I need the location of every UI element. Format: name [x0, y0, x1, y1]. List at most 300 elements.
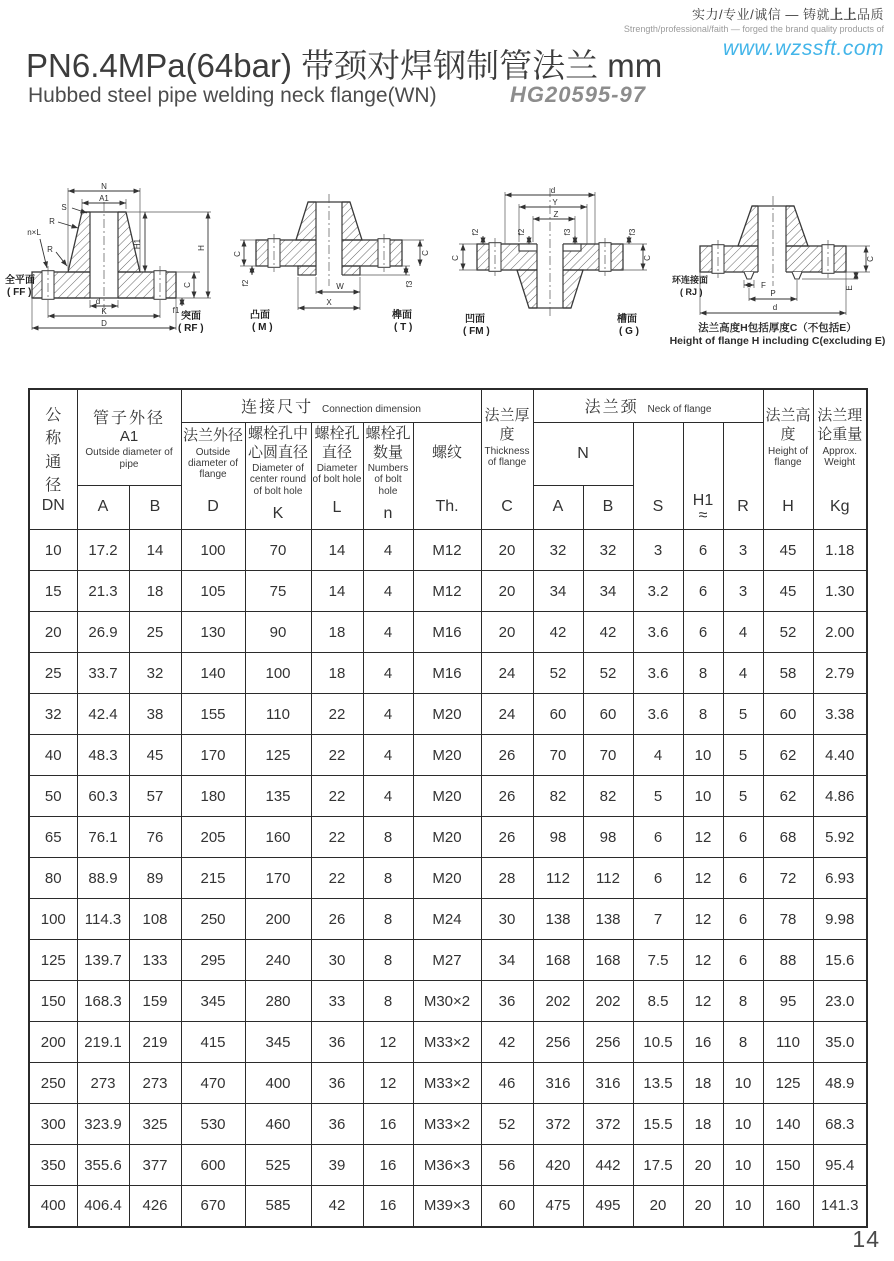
table-cell: 170: [181, 735, 245, 776]
table-cell: M39×3: [413, 1186, 481, 1227]
table-cell: 6: [683, 571, 723, 612]
table-cell: 300: [29, 1104, 77, 1145]
table-cell: 125: [29, 940, 77, 981]
table-cell: 22: [311, 735, 363, 776]
table-row: [29, 530, 867, 571]
table-cell: 26.9: [77, 612, 129, 653]
table-cell: 1.18: [813, 530, 867, 571]
dim-label-f2: f2: [241, 279, 251, 287]
table-cell: 112: [583, 858, 633, 899]
table-cell: 36: [481, 981, 533, 1022]
table-cell: 12: [683, 940, 723, 981]
table-cell: 108: [129, 899, 181, 940]
table-cell: 110: [763, 1022, 813, 1063]
table-cell: 406.4: [77, 1186, 129, 1227]
table-cell: 26: [481, 735, 533, 776]
drawing-rj: [670, 182, 885, 322]
table-cell: 273: [77, 1063, 129, 1104]
table-cell: 70: [583, 735, 633, 776]
table-cell: 3.6: [633, 653, 683, 694]
table-cell: 15: [29, 571, 77, 612]
table-cell: 65: [29, 817, 77, 858]
flange-section: [700, 196, 846, 286]
col-header-dn: 公称通径 DN: [29, 389, 77, 530]
table-cell: 460: [245, 1104, 311, 1145]
table-cell: 345: [245, 1022, 311, 1063]
table-row: [29, 817, 867, 858]
table-cell: 48.3: [77, 735, 129, 776]
table-cell: 34: [583, 571, 633, 612]
table-cell: 95: [763, 981, 813, 1022]
table-cell: 8.5: [633, 981, 683, 1022]
table-cell: 36: [311, 1104, 363, 1145]
table-cell: 219.1: [77, 1022, 129, 1063]
table-cell: M36×3: [413, 1145, 481, 1186]
table-cell: 585: [245, 1186, 311, 1227]
table-cell: 22: [311, 817, 363, 858]
table-cell: 20: [481, 530, 533, 571]
face-label-rf-code: ( RF ): [178, 323, 204, 334]
table-cell: 168: [533, 940, 583, 981]
drawing-col-3: [445, 182, 660, 344]
table-cell: 316: [583, 1063, 633, 1104]
face-label-m-zh: 凸面: [250, 310, 271, 321]
face-label-t-code: ( T ): [394, 322, 413, 333]
dim-label-X: X: [326, 298, 332, 307]
table-cell: 256: [533, 1022, 583, 1063]
standard-number: HG20595-97: [510, 82, 646, 107]
table-cell: 20: [481, 571, 533, 612]
table-cell: 205: [181, 817, 245, 858]
table-cell: 295: [181, 940, 245, 981]
table-cell: 125: [245, 735, 311, 776]
table-cell: 18: [129, 571, 181, 612]
table-row: [29, 981, 867, 1022]
table-cell: M12: [413, 530, 481, 571]
table-cell: M12: [413, 571, 481, 612]
table-cell: 52: [763, 612, 813, 653]
table-cell: 10.5: [633, 1022, 683, 1063]
table-cell: 14: [311, 571, 363, 612]
table-cell: 46: [481, 1063, 533, 1104]
table-cell: 256: [583, 1022, 633, 1063]
table-cell: 323.9: [77, 1104, 129, 1145]
table-cell: 62: [763, 776, 813, 817]
table-cell: 420: [533, 1145, 583, 1186]
table-cell: 139.7: [77, 940, 129, 981]
table-row: [29, 899, 867, 940]
col-header-neck-a: A: [533, 485, 583, 529]
table-cell: 20: [683, 1145, 723, 1186]
dim-label-C-right: C: [421, 250, 431, 256]
table-cell: 98: [583, 817, 633, 858]
table-cell: 100: [29, 899, 77, 940]
table-cell: 530: [181, 1104, 245, 1145]
table-cell: 10: [683, 776, 723, 817]
drawing-col-2: [224, 182, 439, 344]
dim-label-Z: Z: [553, 210, 559, 219]
table-cell: 6: [633, 817, 683, 858]
table-cell: 3: [633, 530, 683, 571]
table-cell: 4: [363, 653, 413, 694]
table-cell: 20: [633, 1186, 683, 1227]
drawing-note-zh: 法兰高度H包括厚度C（不包括E）: [698, 322, 857, 334]
table-cell: 495: [583, 1186, 633, 1227]
table-cell: 3: [723, 571, 763, 612]
table-cell: 6: [723, 940, 763, 981]
table-cell: 10: [683, 735, 723, 776]
table-cell: 316: [533, 1063, 583, 1104]
brand-tagline-zh: 实力/专业/诚信 — 铸就上上品质: [692, 7, 884, 22]
table-cell: 25: [29, 653, 77, 694]
dim-label-f3-right: f3: [627, 228, 637, 236]
table-cell: 52: [533, 653, 583, 694]
table-row: [29, 1186, 867, 1227]
table-cell: 10: [723, 1104, 763, 1145]
face-label-g-code: ( G ): [618, 326, 639, 337]
table-cell: 400: [29, 1186, 77, 1227]
table-cell: 24: [481, 653, 533, 694]
page-number: 14: [852, 1226, 880, 1252]
table-cell: 23.0: [813, 981, 867, 1022]
table-cell: 2.00: [813, 612, 867, 653]
table-cell: 75: [245, 571, 311, 612]
table-cell: 200: [245, 899, 311, 940]
table-cell: 170: [245, 858, 311, 899]
dim-label-F: F: [760, 281, 766, 290]
table-cell: 155: [181, 694, 245, 735]
table-cell: 45: [129, 735, 181, 776]
table-cell: 17.5: [633, 1145, 683, 1186]
table-cell: 18: [311, 653, 363, 694]
face-label-fm-zh: 凹面: [464, 314, 485, 325]
col-header-r: R: [723, 422, 763, 530]
table-cell: 8: [363, 858, 413, 899]
col-header-bolt-hole-dia: 螺栓孔直径 Diameter of bolt hole L: [311, 422, 363, 530]
table-cell: 42: [311, 1186, 363, 1227]
table-cell: 3.6: [633, 694, 683, 735]
table-cell: 3: [723, 530, 763, 571]
table-cell: 525: [245, 1145, 311, 1186]
table-cell: 60: [533, 694, 583, 735]
table-cell: M33×2: [413, 1022, 481, 1063]
col-header-height: 法兰高度 Height of flange H: [763, 389, 813, 530]
table-cell: 10: [29, 530, 77, 571]
table-cell: 16: [363, 1145, 413, 1186]
face-label-rf-zh: 突面: [181, 311, 201, 322]
table-cell: 133: [129, 940, 181, 981]
table-cell: 40: [29, 735, 77, 776]
table-cell: 273: [129, 1063, 181, 1104]
table-cell: 30: [481, 899, 533, 940]
table-cell: 470: [181, 1063, 245, 1104]
table-cell: M24: [413, 899, 481, 940]
table-cell: 14: [311, 530, 363, 571]
table-row: [29, 1022, 867, 1063]
table-cell: 42: [481, 1022, 533, 1063]
table-cell: 26: [481, 776, 533, 817]
table-cell: M16: [413, 653, 481, 694]
table-cell: 215: [181, 858, 245, 899]
table-cell: 48.9: [813, 1063, 867, 1104]
dim-label-d: d: [95, 297, 101, 306]
table-row: [29, 735, 867, 776]
col-header-flange-od: 法兰外径 Outside diameter of flange D: [181, 422, 245, 530]
drawing-fm-g: [445, 182, 660, 344]
table-cell: 28: [481, 858, 533, 899]
table-cell: 30: [311, 940, 363, 981]
col-group-connection: 连接尺寸 Connection dimension: [181, 389, 481, 422]
dim-label-H: H: [197, 245, 206, 251]
table-cell: M27: [413, 940, 481, 981]
flange-dimension-table: [28, 388, 868, 1228]
table-cell: 21.3: [77, 571, 129, 612]
table-header: [29, 389, 867, 530]
table-cell: 415: [181, 1022, 245, 1063]
table-cell: 25: [129, 612, 181, 653]
table-cell: 32: [583, 530, 633, 571]
dim-label-f3-mid: f3: [562, 228, 572, 236]
brand-website: www.wzssft.com: [722, 37, 884, 60]
table-cell: 250: [29, 1063, 77, 1104]
table-cell: 24: [481, 694, 533, 735]
table-cell: 4.86: [813, 776, 867, 817]
table-cell: 82: [583, 776, 633, 817]
table-cell: 4: [633, 735, 683, 776]
table-cell: 13.5: [633, 1063, 683, 1104]
table-cell: M20: [413, 776, 481, 817]
table-cell: 80: [29, 858, 77, 899]
table-row: [29, 1104, 867, 1145]
table-cell: 280: [245, 981, 311, 1022]
table-cell: 60.3: [77, 776, 129, 817]
table-cell: 20: [683, 1186, 723, 1227]
table-cell: 88: [763, 940, 813, 981]
table-cell: 4: [363, 530, 413, 571]
table-cell: 180: [181, 776, 245, 817]
page-title: PN6.4MPa(64bar) 带颈对焊钢制管法兰 mm: [26, 47, 663, 84]
table-cell: 4: [363, 694, 413, 735]
table-cell: 33.7: [77, 653, 129, 694]
table-cell: 8: [683, 694, 723, 735]
drawing-wn-ff-rf: [4, 182, 219, 344]
table-cell: 4: [723, 653, 763, 694]
table-cell: 33: [311, 981, 363, 1022]
table-cell: 20: [29, 612, 77, 653]
dim-label-f2-mid: f2: [516, 228, 526, 236]
dim-label-nxL: n×L: [27, 228, 41, 237]
dim-label-S: S: [61, 203, 67, 212]
face-label-m-code: ( M ): [252, 322, 273, 333]
table-row: [29, 612, 867, 653]
table-cell: 325: [129, 1104, 181, 1145]
dim-label-f1: f1: [172, 306, 180, 315]
dim-label-K: K: [101, 307, 107, 316]
table-cell: 12: [683, 981, 723, 1022]
table-cell: 22: [311, 694, 363, 735]
table-cell: 5: [633, 776, 683, 817]
table-cell: 442: [583, 1145, 633, 1186]
table-cell: 56: [481, 1145, 533, 1186]
table-cell: 202: [533, 981, 583, 1022]
table-cell: 4.40: [813, 735, 867, 776]
table-cell: 135: [245, 776, 311, 817]
table-cell: 36: [311, 1022, 363, 1063]
table-cell: 138: [533, 899, 583, 940]
table-cell: 32: [29, 694, 77, 735]
table-cell: 34: [481, 940, 533, 981]
table-cell: 45: [763, 571, 813, 612]
table-cell: 168: [583, 940, 633, 981]
dim-label-D: D: [101, 319, 107, 328]
table-cell: 112: [533, 858, 583, 899]
table-cell: 32: [533, 530, 583, 571]
col-header-pipe-a: A: [77, 485, 129, 529]
table-cell: M20: [413, 858, 481, 899]
table-cell: 17.2: [77, 530, 129, 571]
table-cell: 52: [481, 1104, 533, 1145]
col-header-h1: H1 ≈: [683, 422, 723, 530]
dim-label-P: P: [770, 289, 776, 298]
dim-label-d: d: [772, 303, 778, 312]
face-label-rj-zh: 环连接面: [671, 275, 708, 285]
face-label-ff-code: ( FF ): [7, 287, 32, 298]
flange-table-body: [29, 530, 867, 1227]
drawing-col-1: [4, 182, 219, 344]
table-cell: 150: [29, 981, 77, 1022]
table-cell: 15.6: [813, 940, 867, 981]
table-cell: 200: [29, 1022, 77, 1063]
col-header-weight: 法兰理论重量 Approx. Weight Kg: [813, 389, 867, 530]
table-cell: 95.4: [813, 1145, 867, 1186]
dim-label-Y: Y: [551, 198, 558, 207]
brand-tagline-en: Strength/professional/faith — forged the brand quality products of: [623, 24, 884, 34]
table-cell: 8: [363, 981, 413, 1022]
table-cell: 70: [533, 735, 583, 776]
table-cell: M30×2: [413, 981, 481, 1022]
col-header-s: S: [633, 422, 683, 530]
dim-label-R-top: R: [49, 217, 55, 226]
table-cell: 168.3: [77, 981, 129, 1022]
col-header-bolt-count: 螺栓孔数量 Numbers of bolt hole n: [363, 422, 413, 530]
face-label-t-zh: 榫面: [392, 310, 413, 321]
table-cell: 140: [763, 1104, 813, 1145]
table-cell: 58: [763, 653, 813, 694]
table-cell: 50: [29, 776, 77, 817]
table-cell: 355.6: [77, 1145, 129, 1186]
table-cell: 100: [181, 530, 245, 571]
table-cell: 12: [683, 858, 723, 899]
table-row: [29, 940, 867, 981]
table-cell: 62: [763, 735, 813, 776]
table-cell: 39: [311, 1145, 363, 1186]
table-cell: 32: [129, 653, 181, 694]
dim-label-C-left: C: [233, 251, 243, 257]
table-row: [29, 858, 867, 899]
table-cell: 26: [311, 899, 363, 940]
table-cell: 45: [763, 530, 813, 571]
table-cell: 60: [763, 694, 813, 735]
dim-label-f3: f3: [405, 280, 415, 288]
face-label-g-zh: 槽面: [616, 314, 637, 325]
table-cell: 5: [723, 694, 763, 735]
table-cell: 372: [583, 1104, 633, 1145]
table-cell: 372: [533, 1104, 583, 1145]
face-label-rj-code: ( RJ ): [679, 287, 703, 297]
table-cell: 6: [683, 612, 723, 653]
col-header-neck-b: B: [583, 485, 633, 529]
dim-label-C-left: C: [450, 255, 460, 261]
col-header-pipe-b: B: [129, 485, 181, 529]
table-cell: 16: [363, 1186, 413, 1227]
table-cell: 38: [129, 694, 181, 735]
table-cell: 52: [583, 653, 633, 694]
table-cell: 20: [481, 612, 533, 653]
table-cell: 12: [683, 817, 723, 858]
table-cell: 72: [763, 858, 813, 899]
table-row: [29, 571, 867, 612]
table-cell: 475: [533, 1186, 583, 1227]
table-cell: 250: [181, 899, 245, 940]
table-cell: 426: [129, 1186, 181, 1227]
table-cell: 12: [363, 1063, 413, 1104]
table-cell: 240: [245, 940, 311, 981]
col-header-thread: 螺纹 Th.: [413, 422, 481, 530]
table-cell: 8: [363, 899, 413, 940]
table-cell: 3.2: [633, 571, 683, 612]
table-cell: 9.98: [813, 899, 867, 940]
table-cell: 5: [723, 776, 763, 817]
table-cell: 8: [723, 1022, 763, 1063]
table-cell: 35.0: [813, 1022, 867, 1063]
table-cell: 12: [683, 899, 723, 940]
table-cell: 68: [763, 817, 813, 858]
table-cell: 2.79: [813, 653, 867, 694]
table-cell: 350: [29, 1145, 77, 1186]
table-row: [29, 776, 867, 817]
table-cell: 4: [363, 735, 413, 776]
dim-label-C-right: C: [642, 255, 652, 261]
dim-label-W: W: [336, 282, 345, 291]
table-cell: 6: [723, 858, 763, 899]
table-cell: 110: [245, 694, 311, 735]
dim-label-C: C: [183, 282, 192, 288]
table-row: [29, 653, 867, 694]
drawing-col-4: [665, 182, 890, 348]
table-cell: 219: [129, 1022, 181, 1063]
table-cell: 159: [129, 981, 181, 1022]
table-cell: 90: [245, 612, 311, 653]
dim-label-E: E: [844, 285, 854, 291]
flange-drawings: [4, 182, 890, 348]
table-cell: M20: [413, 694, 481, 735]
table-cell: 76.1: [77, 817, 129, 858]
table-cell: 160: [763, 1186, 813, 1227]
table-cell: 130: [181, 612, 245, 653]
table-cell: 8: [683, 653, 723, 694]
table-cell: 57: [129, 776, 181, 817]
table-cell: 114.3: [77, 899, 129, 940]
table-cell: 15.5: [633, 1104, 683, 1145]
table-cell: 18: [683, 1104, 723, 1145]
drawing-note: [665, 322, 890, 348]
table-cell: 89: [129, 858, 181, 899]
table-cell: 6: [633, 858, 683, 899]
table-cell: 6: [723, 899, 763, 940]
table-cell: 3.38: [813, 694, 867, 735]
table-cell: M20: [413, 817, 481, 858]
dim-label-R-bottom: R: [47, 245, 53, 254]
